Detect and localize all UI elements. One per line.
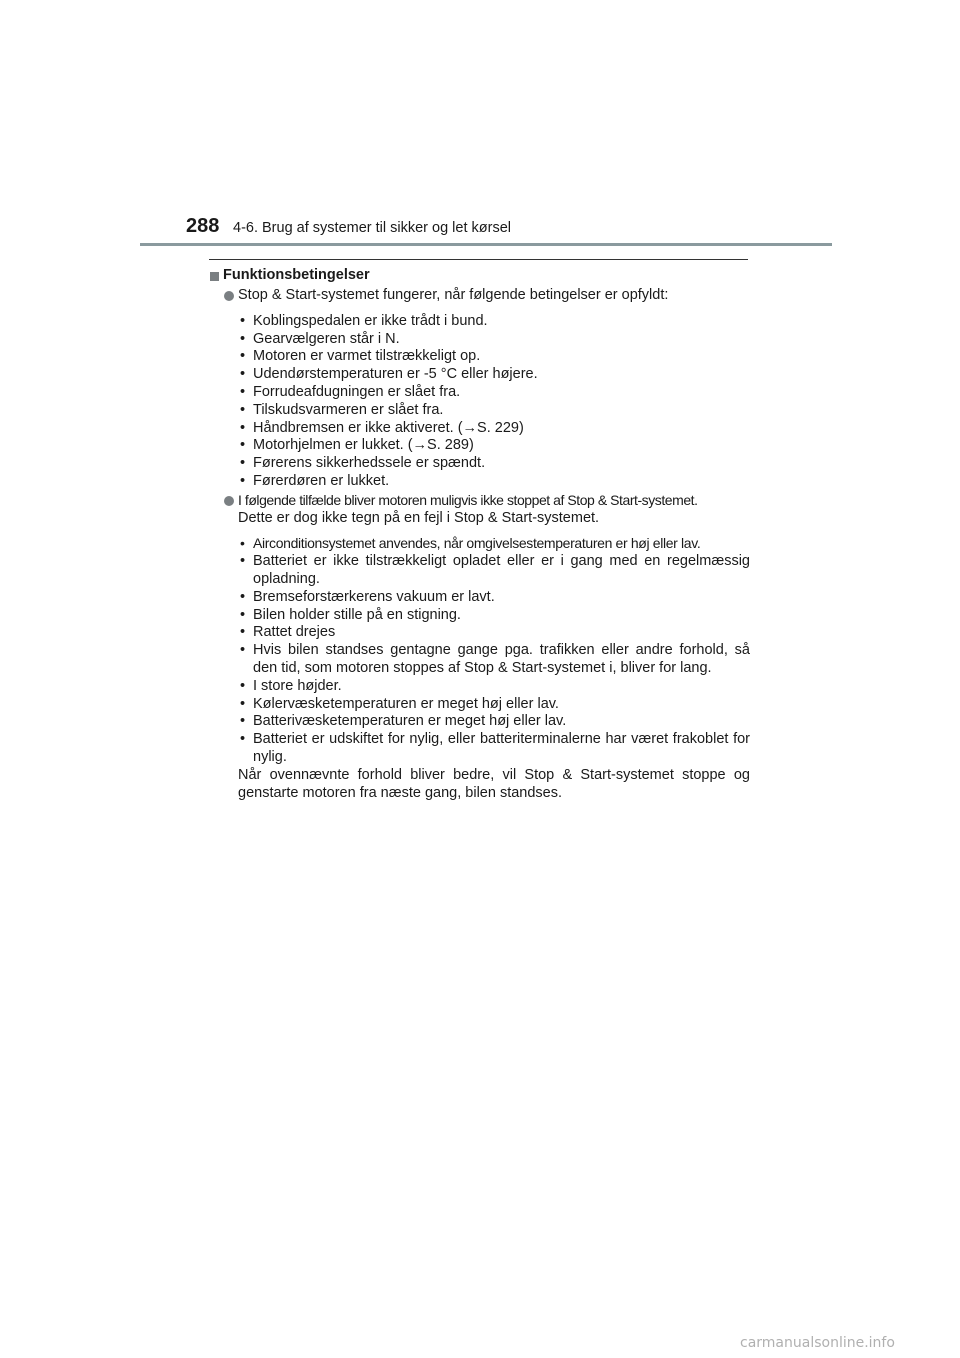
list-item: • Hvis bilen standses gentagne gange pga. trafikken eller andre forhold, så den tid, som motoren stoppes af Stop & Start-systemet i, bliver for lang. [238, 642, 750, 678]
list-item: • Bilen holder stille på en stigning. [238, 607, 750, 625]
square-bullet-icon [210, 272, 219, 281]
conditions-block [210, 287, 750, 305]
list-item: • Udendørstemperaturen er -5 °C eller højere. [238, 366, 750, 384]
list-item: • Førerens sikkerhedssele er spændt. [238, 455, 750, 473]
list-item: • I store højder. [238, 678, 750, 696]
exceptions-list [210, 535, 750, 766]
watermark-text: carmanualsonline.info [740, 1335, 895, 1351]
list-item: • Airconditionsystemet anvendes, når omgivelsestemperaturen er høj eller lav. [238, 535, 750, 553]
list-item: • Motorhjelmen er lukket. (→S. 289) [238, 437, 750, 455]
section-divider [209, 259, 748, 260]
exceptions-note: Dette er dog ikke tegn på en fejl i Stop & Start-systemet. [238, 509, 600, 526]
list-item: • Forrudeafdugningen er slået fra. [238, 384, 750, 402]
closing-paragraph: Når ovennævnte forhold bliver bedre, vil Stop & Start-systemet stoppe og genstarte motoren fra næste gang, bilen standses. [238, 766, 750, 801]
list-item: • Førerdøren er lukket. [238, 473, 750, 491]
list-item: • Rattet drejes [238, 624, 750, 642]
exceptions-block [210, 492, 750, 528]
section-heading [210, 266, 750, 286]
header-divider [140, 243, 832, 246]
list-item: • Motoren er varmet tilstrækkeligt op. [238, 348, 750, 366]
list-item: • Tilskudsvarmeren er slået fra. [238, 402, 750, 420]
list-item: • Batteriet er ikke tilstrækkeligt opladet eller er i gang med en regelmæssig opladning. [238, 553, 750, 589]
exceptions-intro: I følgende tilfælde bliver motoren muligvis ikke stoppet af Stop & Start-systemet. [238, 491, 698, 508]
page-number: 288 [186, 215, 220, 237]
list-item: • Håndbremsen er ikke aktiveret. (→S. 229) [238, 420, 750, 438]
list-item: • Batterivæsketemperaturen er meget høj eller lav. [238, 713, 750, 731]
circle-bullet-icon [224, 291, 234, 301]
section-title: Funktionsbetingelser [223, 267, 370, 284]
list-item: • Gearvælgeren står i N. [238, 331, 750, 349]
list-item: • Bremseforstærkerens vakuum er lavt. [238, 589, 750, 607]
list-item: • Koblingspedalen er ikke trådt i bund. [238, 313, 750, 331]
conditions-intro: Stop & Start-systemet fungerer, når følgende betingelser er opfyldt: [238, 287, 669, 303]
chapter-title: 4-6. Brug af systemer til sikker og let kørsel [233, 220, 511, 236]
circle-bullet-icon [224, 496, 234, 506]
conditions-list [210, 313, 750, 491]
list-item: • Kølervæsketemperaturen er meget høj eller lav. [238, 696, 750, 714]
page-content [210, 266, 750, 802]
list-item: • Batteriet er udskiftet for nylig, eller batteriterminalerne har været frakoblet for nylig. [238, 731, 750, 767]
